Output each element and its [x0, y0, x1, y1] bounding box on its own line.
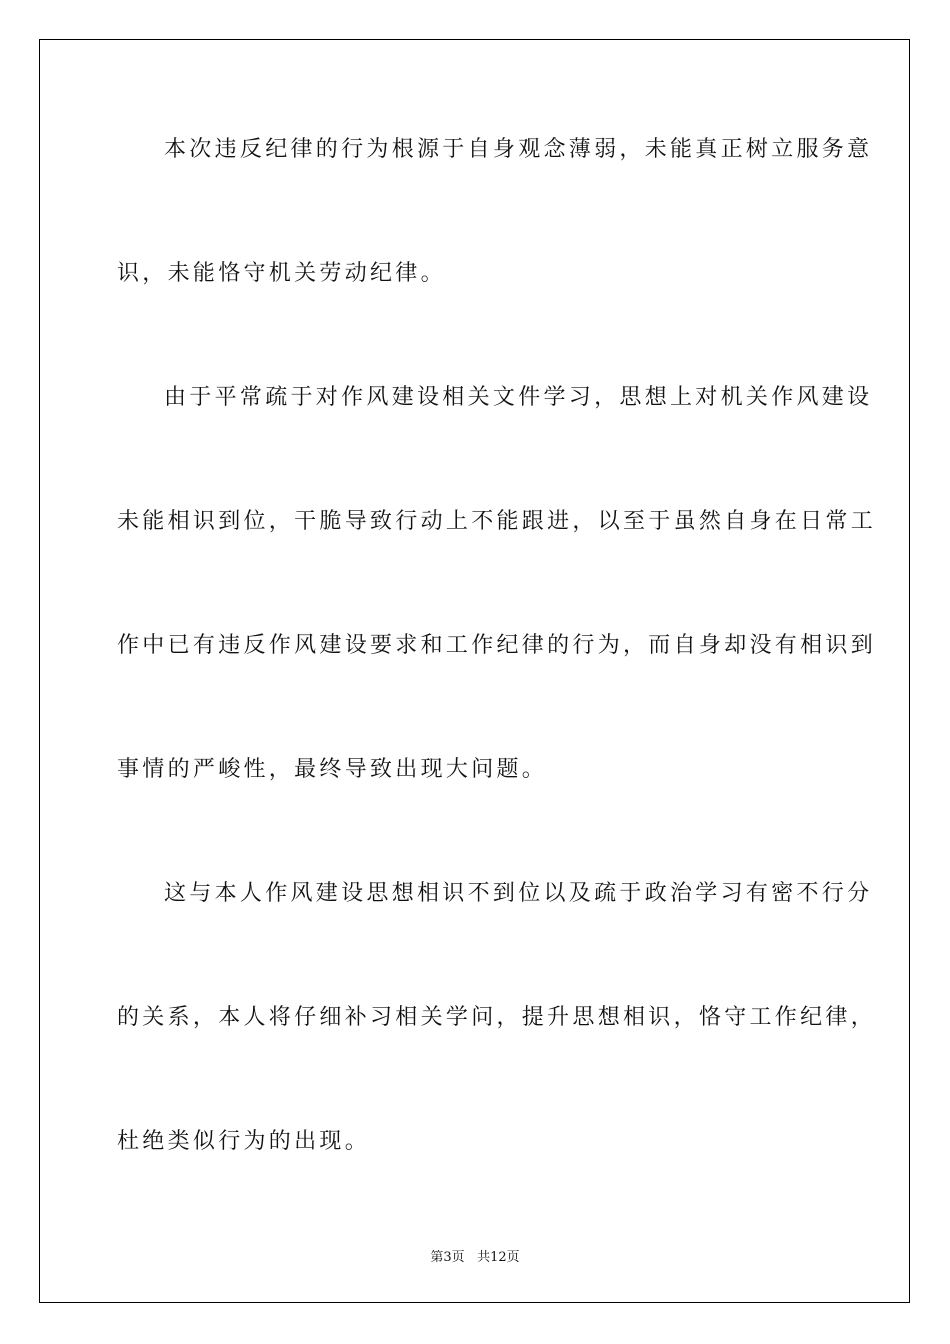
paragraph-2-line-3: 作中已有违反作风建设要求和工作纪律的行为，而自身却没有相识到 — [117, 633, 877, 658]
page-total: 共12页 — [477, 1250, 520, 1265]
page-footer — [0, 1246, 950, 1265]
paragraph-2-line-2: 未能相识到位，干脆导致行动上不能跟进，以至于虽然自身在日常工 — [117, 509, 877, 534]
paragraph-3-line-3: 杜绝类似行为的出现。 — [117, 1129, 371, 1154]
paragraph-1-line-1: 本次违反纪律的行为根源于自身观念薄弱，未能真正树立服务意 — [164, 137, 873, 162]
paragraph-2-line-1: 由于平常疏于对作风建设相关文件学习，思想上对机关作风建设 — [164, 385, 873, 410]
page-number: 第3页 — [430, 1250, 465, 1265]
page-border — [39, 39, 910, 1303]
paragraph-1-line-2: 识，未能恪守机关劳动纪律。 — [117, 261, 446, 286]
paragraph-3-line-1: 这与本人作风建设思想相识不到位以及疏于政治学习有密不行分 — [164, 881, 873, 906]
paragraph-2-line-4: 事情的严峻性，最终导致出现大问题。 — [117, 757, 548, 782]
paragraph-3-line-2: 的关系，本人将仔细补习相关学问，提升思想相识，恪守工作纪律， — [117, 1005, 877, 1030]
